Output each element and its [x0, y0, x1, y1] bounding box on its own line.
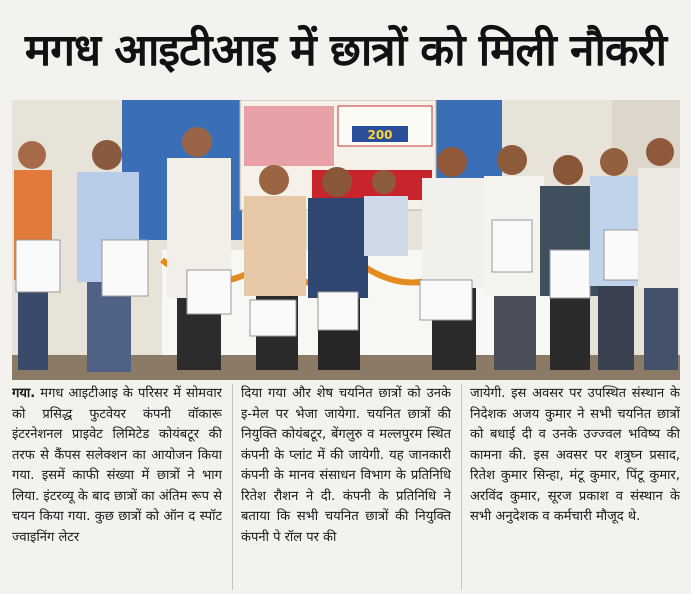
dateline: गया.	[12, 386, 36, 401]
banner-number: 200	[367, 128, 393, 142]
article-column-3	[461, 384, 680, 590]
article-text: जायेगी. इस अवसर पर उपस्थित संस्थान के निदेशक अजय कुमार ने सभी चयनित छात्रों को बधाई दी व उनके उज्ज्वल भविष्य की कामना की. इस अवसर पर शत्रुघ्न प्रसाद, रितेश कुमार सिन्हा, मंटू कुमार, पिंटू कुमार, अरविंद कुमार, सूरज प्रकाश व संस्थान के सभी अनुदेशक व कर्मचारी मौजूद थे.	[470, 386, 680, 524]
article-text: मगध आइटीआइ के परिसर में सोमवार को प्रसिद्ध फुटवेयर कंपनी वॉकारू इंटरनेशनल प्राइवेट लिमिटेड कोयंबटूर की तरफ से कैंपस सलेक्शन का आयोजन किया गया. इसमें काफी संख्या में छात्रों ने भाग लिया. इंटरव्यू के बाद छात्रों का अंतिम रूप से चयन किया गया. कुछ छात्रों को ऑन द स्पॉट ज्वाइनिंग लेटर	[12, 386, 222, 545]
article-body	[12, 384, 680, 590]
article-column-2	[232, 384, 451, 590]
article-text: दिया गया और शेष चयनित छात्रों को उनके इ-मेल पर भेजा जायेगा. चयनित छात्रों की नियुक्ति कोयंबटूर, बेंगलुरु व मल्लपुरम स्थित कंपनी के प्लांट में की जायेगी. यह जानकारी कंपनी के मानव संसाधन विभाग के प्रतिनिधि रितेश रौशन ने दी. कंपनी के प्रतिनिधि ने बताया कि सभी चयनित छात्रों की नियुक्ति कंपनी पे रॉल पर की	[241, 386, 451, 545]
group-photo-illustration	[12, 100, 680, 380]
article-column-1	[12, 384, 222, 590]
headline: मगध आइटीआइ में छात्रों को मिली नौकरी	[24, 25, 667, 76]
news-photo	[12, 100, 680, 380]
